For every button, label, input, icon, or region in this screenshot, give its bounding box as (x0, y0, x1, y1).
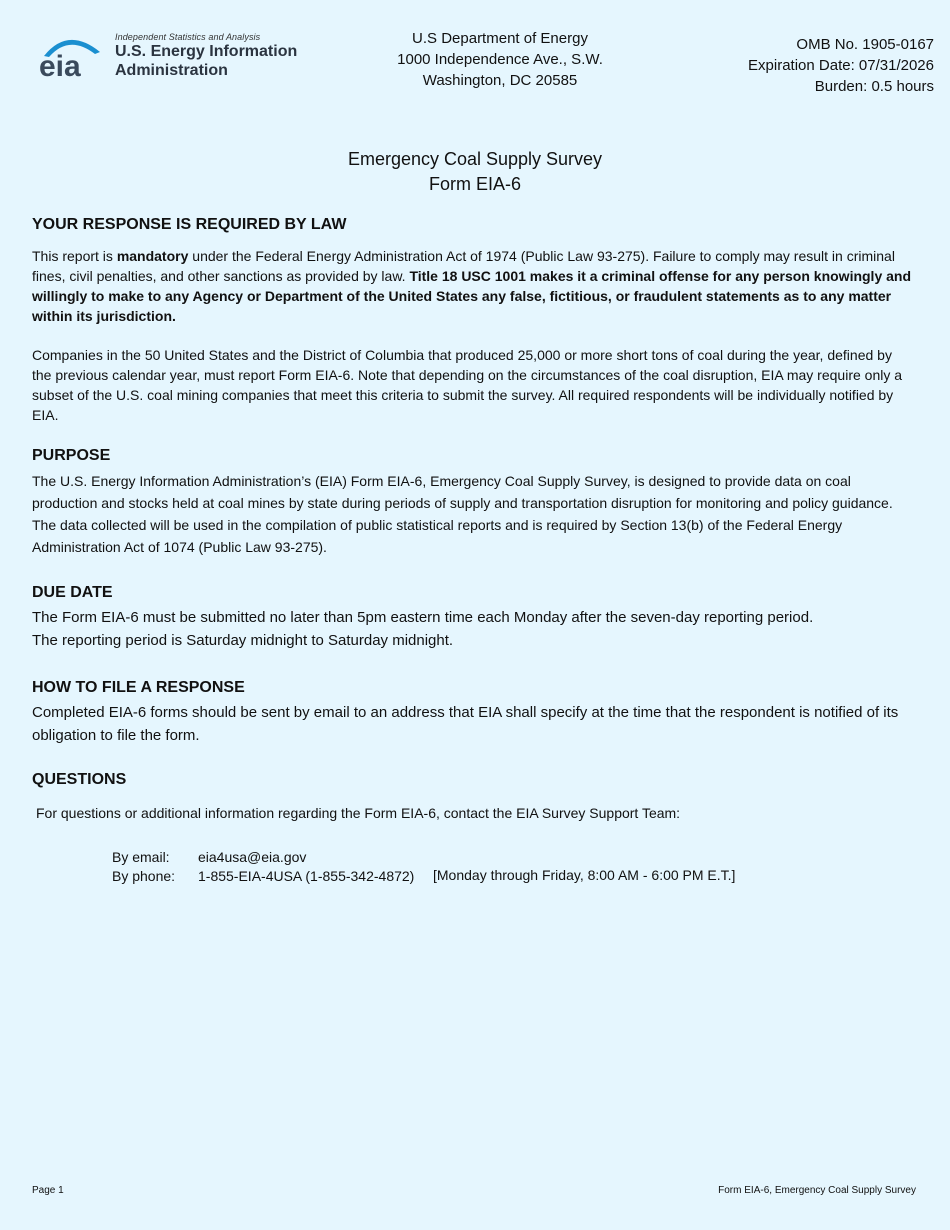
logo-name-line1: U.S. Energy Information (115, 43, 298, 60)
how-to-file-heading: HOW TO FILE A RESPONSE (32, 679, 245, 696)
eia-logo-icon (38, 30, 106, 80)
purpose-text: The U.S. Energy Information Administration’s (EIA) Form EIA-6, Emergency Coal Supply Survey, is designed to provide data on coal production and stocks held at coal mines by state during periods of supply and transportation disruption for monitoring and policy guidance. The data collected will be used in the compilation of public statistical reports and is required by Section 13(b) of the Federal Energy Administration Act of 1074 (Public Law 93-275). (32, 473, 893, 555)
required-heading: YOUR RESPONSE IS REQUIRED BY LAW (32, 216, 347, 233)
dept-line3: Washington, DC 20585 (422, 72, 578, 89)
department-address (380, 28, 620, 91)
dept-line2: 1000 Independence Ave., S.W. (397, 51, 603, 68)
form-title-line1: Emergency Coal Supply Survey (347, 149, 603, 169)
contact-email-row (112, 848, 414, 867)
contact-block (112, 848, 414, 886)
p1-a: This report is (32, 248, 117, 264)
form-title (0, 147, 950, 197)
due-date-line1: The Form EIA-6 must be submitted no later than 5pm eastern time each Monday after the seven-day reporting period. (32, 609, 814, 626)
questions-heading: QUESTIONS (32, 771, 127, 788)
required-paragraph-2: Companies in the 50 United States and the District of Columbia that produced 25,000 or more short tons of coal during the year, defined by the previous calendar year, must report Form EIA-6. Note that depending on the circumstances of the coal disruption, EIA may require only a subset of the U.S. coal mining companies that meet this criteria to submit the survey. All required respondents will be individually notified by EIA. (32, 347, 903, 423)
eia-logo (38, 30, 308, 82)
required-paragraph-1 (32, 246, 912, 326)
questions-intro: For questions or additional information regarding the Form EIA-6, contact the EIA Survey Support Team: (36, 805, 681, 821)
due-date-heading: DUE DATE (32, 584, 113, 601)
omb-expiration: Expiration Date: 07/31/2026 (748, 57, 934, 74)
logo-tagline: Independent Statistics and Analysis (115, 32, 261, 42)
dept-line1: U.S Department of Energy (412, 30, 588, 47)
phone-label: By phone: (112, 868, 176, 884)
form-title-line2: Form EIA-6 (428, 174, 521, 194)
how-to-file-text: Completed EIA-6 forms should be sent by email to an address that EIA shall specify at the time that the respondent is notified of its obligation to file the form. (32, 704, 899, 744)
due-date-line2: The reporting period is Saturday midnight to Saturday midnight. (32, 632, 454, 649)
support-hours: [Monday through Friday, 8:00 AM - 6:00 PM E.T.] (433, 867, 736, 883)
p1-c: under the Federal Energy Administration Act of 1974 (Public Law 93-275). Failure to comply may result in criminal fines, civil penalties, and other sanctions as provided by law. (32, 248, 895, 284)
page-number: Page 1 (32, 1185, 64, 1196)
contact-phone-row (112, 867, 414, 886)
omb-info (634, 34, 934, 97)
email-link[interactable]: eia4usa@eia.gov (198, 849, 307, 865)
email-label: By email: (112, 849, 170, 865)
p1-mandatory: mandatory (116, 248, 189, 264)
phone-number: 1-855-EIA-4USA (1-855-342-4872) (198, 868, 415, 884)
logo-name-line2: Administration (115, 62, 228, 79)
omb-number: OMB No. 1905-0167 (796, 36, 934, 53)
omb-burden: Burden: 0.5 hours (814, 78, 934, 95)
logo-agency-name (115, 42, 297, 80)
p1-title18: Title 18 USC 1001 makes it a criminal offense for any person knowingly and willingly to make to any Agency or Department of the United States any false, fictitious, or fraudulent statements as to any matter within its jurisdiction. (32, 268, 912, 324)
logo-mark-text: eia (39, 50, 81, 80)
footer-form-name: Form EIA-6, Emergency Coal Supply Survey (718, 1185, 916, 1196)
due-date-text (32, 606, 912, 652)
purpose-heading: PURPOSE (32, 447, 111, 464)
